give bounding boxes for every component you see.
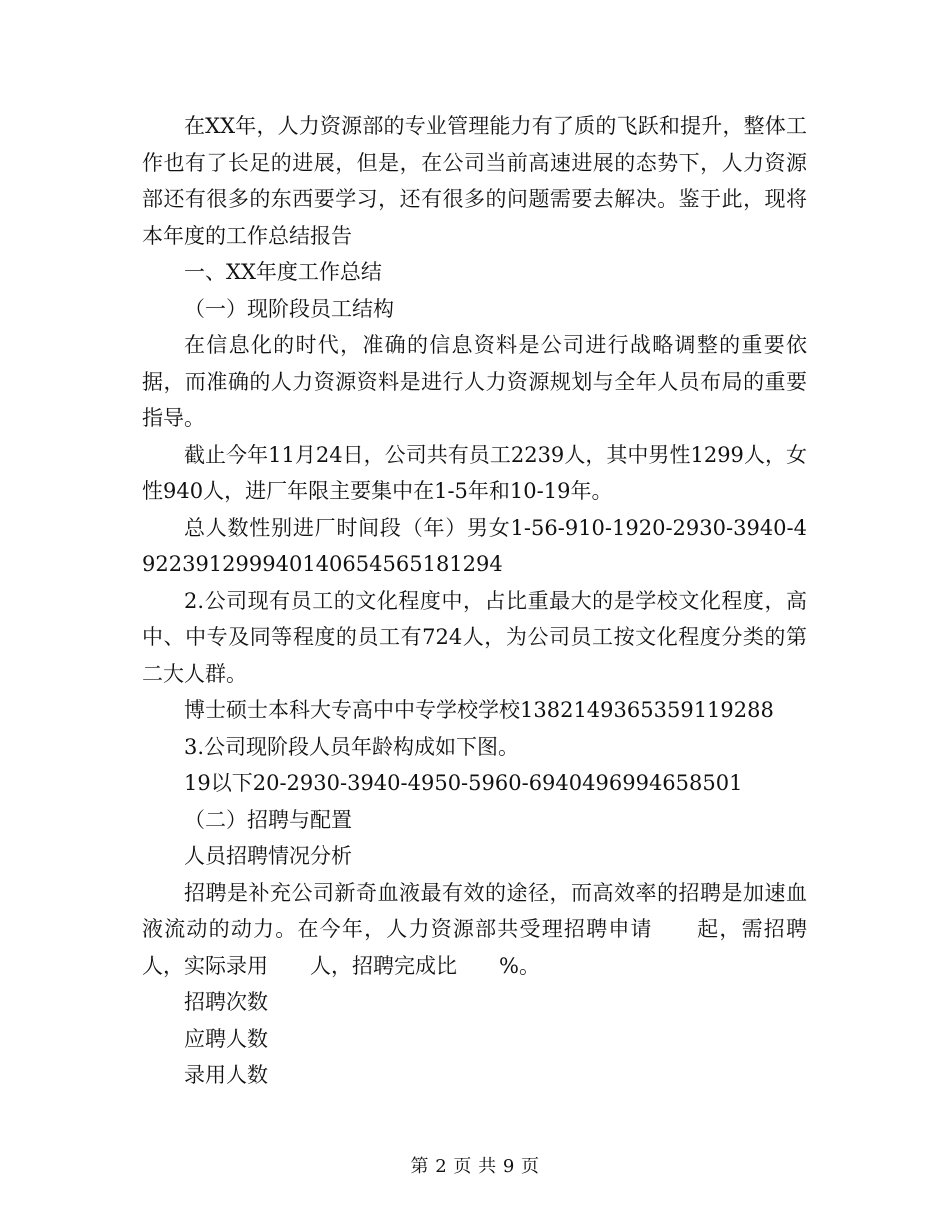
footer-current-page: 2 xyxy=(435,1156,448,1177)
body-paragraph: 截止今年11月24日，公司共有员工2239人，其中男性1299人，女性940人，进厂年限主要集中在1-5年和10-19年。 xyxy=(142,442,807,503)
list-item: 人员招聘情况分析 xyxy=(184,844,352,868)
body-paragraph: 招聘是补充公司新奇血液最有效的途径，而高效率的招聘是加速血液流动的动力。在今年，人力资源部共受理招聘申请 起，需招聘 人，实际录用 人，招聘完成比 %。 xyxy=(142,880,828,978)
document-body xyxy=(142,108,828,1094)
subsection-heading: （二）招聘与配置 xyxy=(184,807,352,832)
list-item: 招聘次数 xyxy=(184,990,268,1014)
body-paragraph: 2.公司现有员工的文化程度中，占比重最大的是学校文化程度，高中、中专及同等程度的员工有724人，为公司员工按文化程度分类的第二大人群。 xyxy=(142,588,807,686)
table-text-line: 总人数性别进厂时间段（年）男女1-56-910-1920-2930-3940-4922391299940140654565181294 xyxy=(142,515,807,576)
body-paragraph: 在信息化的时代，准确的信息资料是公司进行战略调整的重要依据，而准确的人力资源资料是进行人力资源规划与全年人员布局的重要指导。 xyxy=(142,333,807,430)
footer-middle: 页 共 xyxy=(453,1156,497,1177)
body-paragraph: 3.公司现阶段人员年龄构成如下图。 xyxy=(184,734,520,759)
list-item: 应聘人数 xyxy=(184,1026,268,1051)
footer-suffix: 页 xyxy=(521,1156,540,1177)
section-heading: 一、XX年度工作总结 xyxy=(184,260,382,284)
subsection-heading: （一）现阶段员工结构 xyxy=(184,296,394,321)
footer-total-pages: 9 xyxy=(502,1156,515,1177)
page-footer xyxy=(0,1152,950,1178)
list-item: 录用人数 xyxy=(184,1063,268,1087)
table-text-line: 19以下20-2930-3940-4950-5960-6940496994658501 xyxy=(184,771,743,795)
table-text-line: 博士硕士本科大专高中中专学校学校1382149365359119288 xyxy=(184,698,774,722)
intro-paragraph: 在XX年，人力资源部的专业管理能力有了质的飞跃和提升，整体工作也有了长足的进展，但是，在公司当前高速进展的态势下，人力资源部还有很多的东西要学习，还有很多的问题需要去解决。鉴于此，现将本年度的工作总结报告 xyxy=(142,114,807,248)
footer-prefix: 第 xyxy=(410,1156,429,1177)
